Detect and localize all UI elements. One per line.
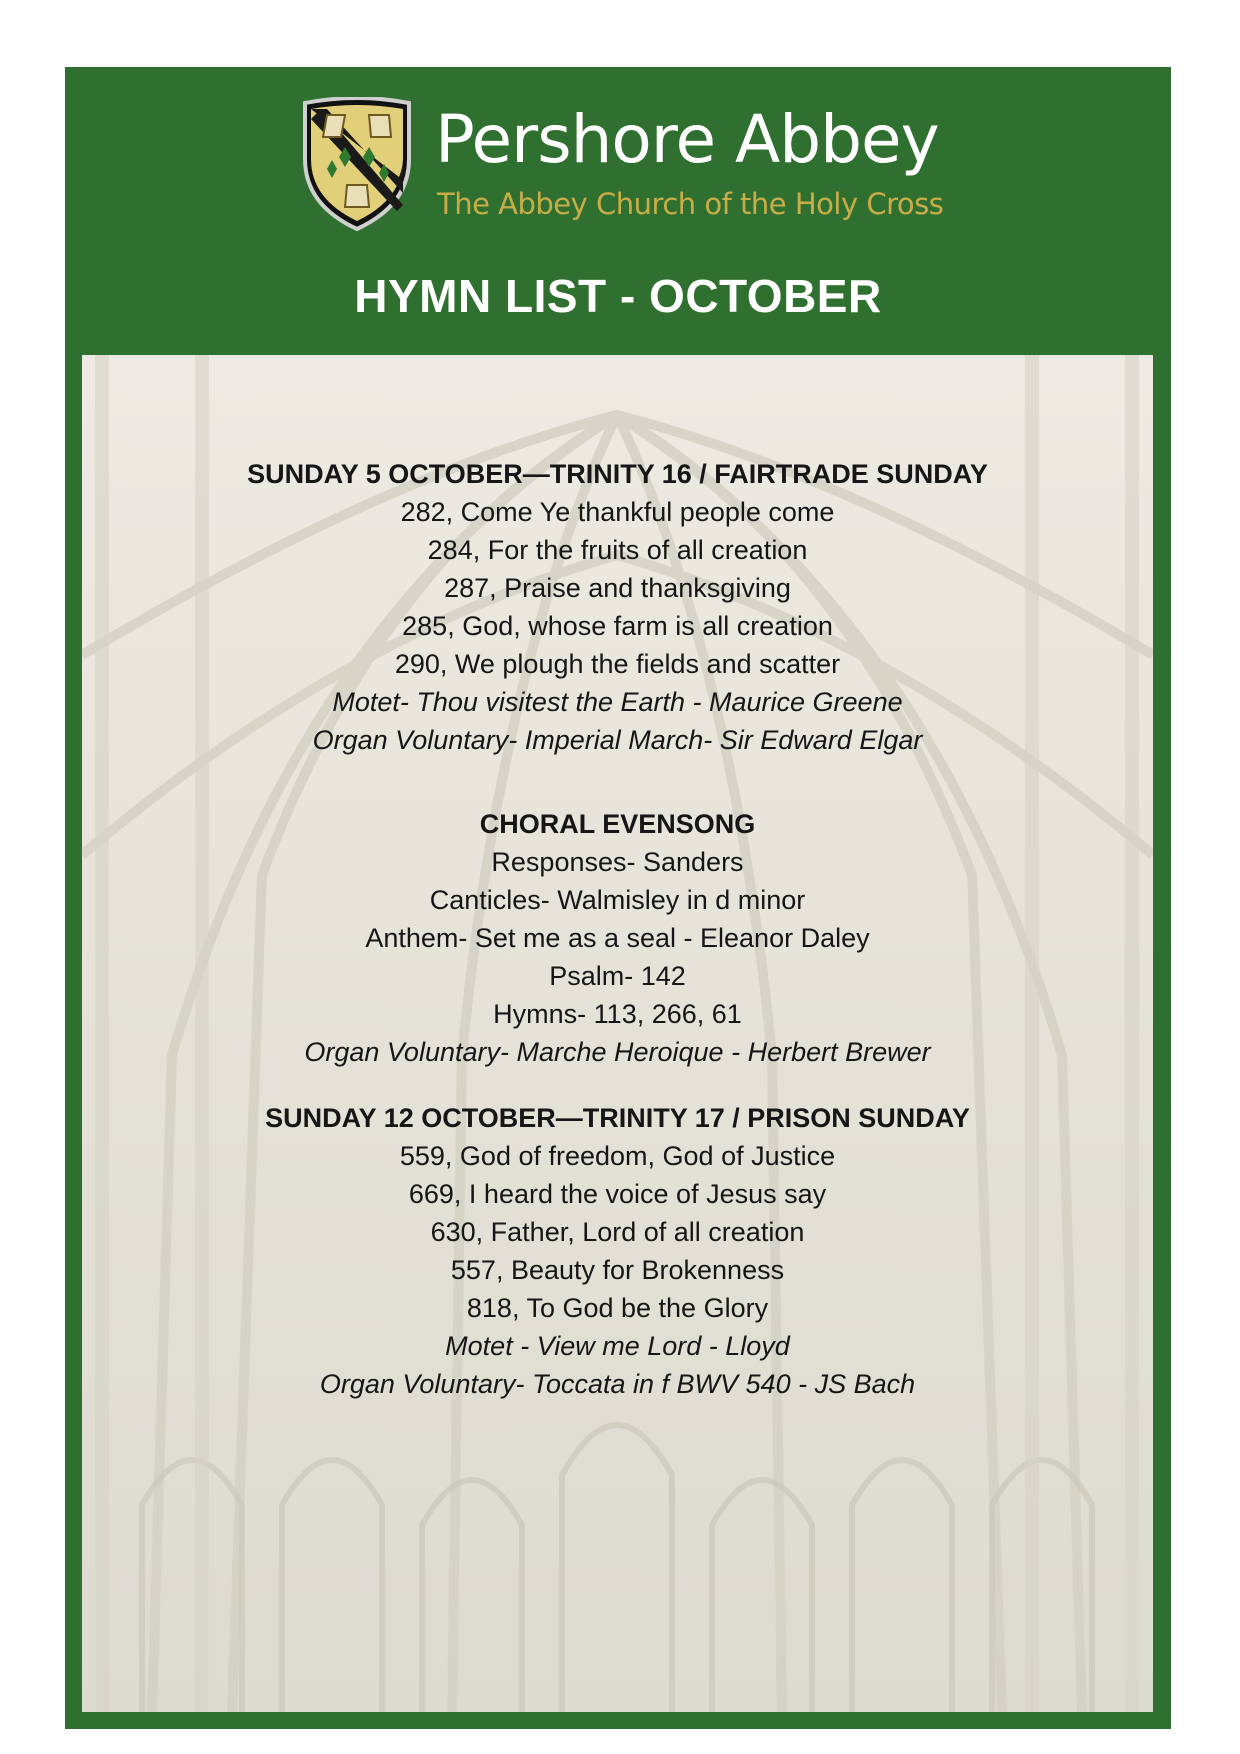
hymn-line: 287, Praise and thanksgiving	[444, 573, 791, 603]
brand-subtitle: The Abbey Church of the Holy Cross	[437, 187, 944, 221]
motet-line: Motet- Thou visitest the Earth - Maurice Greene	[332, 687, 903, 717]
brand-title: Pershore Abbey	[435, 101, 939, 178]
hymn-line: 559, God of freedom, God of Justice	[399, 1141, 836, 1171]
hymn-line: 557, Beauty for Brokenness	[450, 1255, 785, 1285]
hymn-list-panel	[82, 355, 1153, 1712]
anthem-line: Anthem- Set me as a seal - Eleanor Daley	[365, 923, 870, 953]
organ-voluntary-line: Organ Voluntary- Toccata in f BWV 540 - JS Bach	[319, 1369, 916, 1399]
hymn-line: 630, Father, Lord of all creation	[430, 1217, 805, 1247]
section-heading: SUNDAY 12 OCTOBER—TRINITY 17 / PRISON SUNDAY	[265, 1103, 970, 1133]
hymn-list-content	[82, 455, 1153, 1449]
hymn-line: 285, God, whose farm is all creation	[402, 611, 833, 641]
abbey-logo	[301, 97, 944, 237]
coat-of-arms-icon	[301, 97, 413, 233]
organ-voluntary-line: Organ Voluntary- Imperial March- Sir Edward Elgar	[312, 725, 923, 755]
hymn-line: 669, I heard the voice of Jesus say	[408, 1179, 827, 1209]
hymn-line: 290, We plough the fields and scatter	[394, 649, 841, 679]
section-heading: CHORAL EVENSONG	[479, 809, 756, 839]
hymn-line: 282, Come Ye thankful people come	[400, 497, 835, 527]
service-section-choral-evensong	[82, 805, 1153, 1071]
service-section-trinity-17	[82, 1099, 1153, 1403]
service-section-trinity-16	[82, 455, 1153, 759]
psalm-line: Psalm- 142	[549, 961, 686, 991]
hymn-line: 284, For the fruits of all creation	[427, 535, 808, 565]
section-heading: SUNDAY 5 OCTOBER—TRINITY 16 / FAIRTRADE SUNDAY	[247, 459, 988, 489]
canticles-line: Canticles- Walmisley in d minor	[429, 885, 806, 915]
page-frame	[65, 67, 1171, 1729]
responses-line: Responses- Sanders	[491, 847, 744, 877]
hymns-line: Hymns- 113, 266, 61	[493, 999, 742, 1029]
page-title: HYMN LIST - OCTOBER	[354, 270, 882, 322]
organ-voluntary-line: Organ Voluntary- Marche Heroique - Herbert Brewer	[304, 1037, 931, 1067]
motet-line: Motet - View me Lord - Lloyd	[445, 1331, 790, 1361]
hymn-line: 818, To God be the Glory	[466, 1293, 769, 1323]
